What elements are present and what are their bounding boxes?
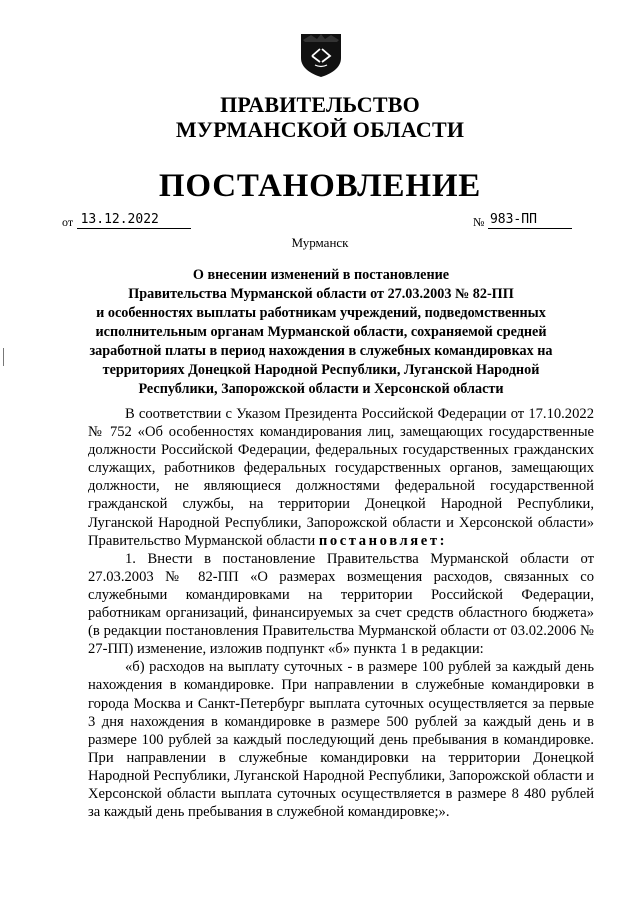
government-title-line1: ПРАВИТЕЛЬСТВО <box>220 92 420 117</box>
city: Мурманск <box>291 235 349 250</box>
document-date: 13.12.2022 <box>77 212 191 229</box>
preamble-text: В соответствии с Указом Президента Российской Федерации от 17.10.2022 № 752 «Об особенностях командирования лиц, замещающих государственные должности Российской Федерации, федеральных государственных гражданских служащих, работников федеральных государственных органов, замещающих должности, не являющиеся должностями федеральной государственной гражданской службы, на территории Донецкой Народной Республики, Луганской Народной Республики, Запорожской области и Херсонской области» Правительство Мурманской области <box>88 406 594 549</box>
document-subject <box>88 266 554 399</box>
document-number: 983-ПП <box>488 212 572 229</box>
subject-line: О внесении изменений в постановление <box>192 267 450 283</box>
margin-mark <box>3 348 4 366</box>
subject-line: заработной платы в период нахождения в служебных командировках на <box>89 343 553 359</box>
subject-line: Правительства Мурманской области от 27.03.2003 № 82-ПП <box>128 286 514 302</box>
document-type: ПОСТАНОВЛЕНИЕ <box>158 168 482 204</box>
subject-line: Республики, Запорожской области и Херсонской области <box>138 381 504 397</box>
number-block <box>473 212 572 230</box>
body-paragraph-subitem-b: «б) расходов на выплату суточных - в размере 100 рублей за каждый день нахождения в командировке. При направлении в служебные командировки в города Москва и Санкт-Петербург выплата суточных осуществляется за первые 3 дня нахождения в командировке в размере 500 рублей за каждый день и в размере 100 рублей за каждый последующий день пребывания в командировке. При направлении в служебные командировки на территории Донецкой Народной Республики, Луганской Народной Республики, Запорожской области и Херсонской области выплата суточных осуществляется в размере 8 480 рублей за каждый день пребывания в служебной командировке;». <box>88 659 594 821</box>
subject-line: исполнительным органам Мурманской области, сохраняемой средней <box>95 324 547 340</box>
date-prefix: от <box>62 215 74 229</box>
number-prefix: № <box>473 215 485 229</box>
subject-line: территориях Донецкой Народной Республики, Луганской Народной <box>102 362 540 378</box>
government-title-line2: МУРМАНСКОЙ ОБЛАСТИ <box>175 117 465 142</box>
subject-line: и особенностях выплаты работникам учреждений, подведомственных <box>96 305 546 321</box>
body-paragraph-item1: 1. Внести в постановление Правительства Мурманской области от 27.03.2003 № 82-ПП «О размерах возмещения расходов, связанных со служебными командировками на территории Российской Федерации, работникам организаций, финансируемых за счет средств областного бюджета» (в редакции постановления Правительства Мурманской области от 03.02.2006 № 27-ПП) изменение, изложив подпункт «б» пункта 1 в редакции: <box>88 550 594 658</box>
coat-of-arms-icon <box>297 32 345 78</box>
body-paragraph-preamble <box>88 405 594 550</box>
resolves-word: постановляет: <box>318 532 448 549</box>
document-body <box>88 405 594 821</box>
government-title <box>0 92 640 142</box>
date-block <box>62 212 191 230</box>
